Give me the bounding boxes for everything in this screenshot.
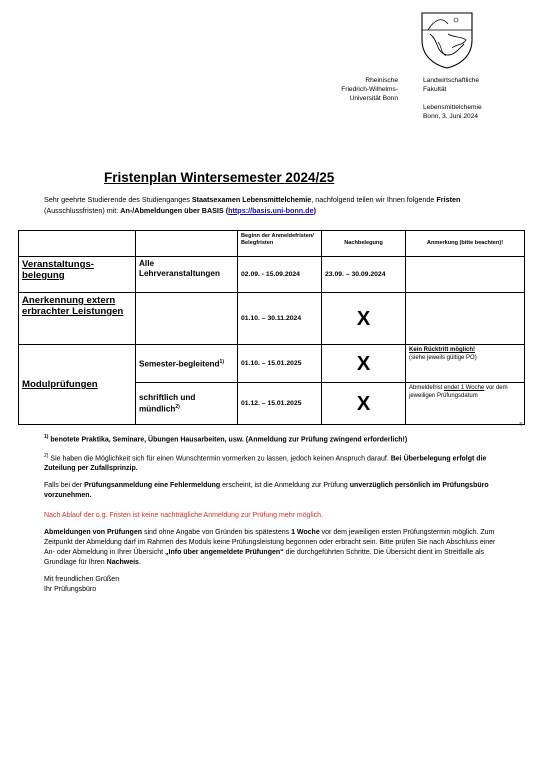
sub-semester-accompanying: Semester-begleitend$^{1)}$ — [136, 345, 238, 383]
closing: Mit freundlichen Grüßen Ihr Prüfungsbüro — [44, 576, 120, 593]
table-row — [19, 345, 525, 383]
table-row — [19, 293, 525, 345]
intro-paragraph: Sehr geehrte Studierende des Studienganges Staatsexamen Lebensmittelchemie, nachfolgend teilen wir Ihnen folgende Fristen (Ausschlussfristen) mit: An-/Abmeldungen über BASIS (https://basis.uni-bonn.de) — [44, 195, 461, 215]
basis-link[interactable]: https://basis.uni-bonn.de — [228, 205, 314, 215]
place-date: Bonn, 3. Juni 2024 — [423, 113, 478, 120]
deadline-cell: 01.10. – 30.11.2024 — [238, 293, 322, 345]
category-course-enrollment: Veranstaltungs-belegung — [19, 257, 136, 293]
header-notes: Anmerkung (bitte beachten)! — [406, 231, 525, 257]
sub-written-oral: schriftlich und mündlich$^{2)}$ — [136, 383, 238, 425]
deadline-cell: 01.12. – 15.01.2025 — [238, 383, 322, 425]
table-row — [19, 257, 525, 293]
footnote-1: $^{1)}$ benotete Praktika, Seminare, Übungen Hausarbeiten, usw. (Anmeldung zur Prüfung zwingend erforderlich!) — [44, 434, 408, 444]
nrw-coat-of-arms-icon — [418, 10, 476, 70]
deadline-cell: 01.10. – 15.01.2025 — [238, 345, 322, 383]
late-not-possible-mark: X — [322, 345, 406, 383]
page-title: Fristenplan Wintersemester 2024/25 — [104, 170, 335, 185]
late-cell: 23.09. – 30.09.2024 — [322, 257, 406, 293]
deadline-cell: 02.09. - 15.09.2024 — [238, 257, 322, 293]
withdrawal-paragraph: Abmeldungen von Prüfungen sind ohne Angabe von Gründen bis spätestens 1 Woche vor dem jeweiligen ersten Prüfungstermin möglich. Zum Zeitpunkt der Abmeldung darf im Rahmen des Moduls keine Prüfungsleistung begonnen oder erbracht sein. Bitte prüfen Sie nach Abschluss einer An- oder Abmeldung in Ihrer Übersicht „Info über angemeldete Prüfungen“ die durchgeführten Schritte. Die Übersicht dient im Streitfalle als Grundlage für Ihren Nachweis. — [44, 529, 496, 566]
note-no-withdrawal: Kein Rücktritt möglich! (siehe jeweils gültige PO) — [406, 345, 525, 383]
department-name: Lebensmittelchemie — [423, 104, 482, 111]
late-registration-warning: Nach Ablauf der o.g. Fristen ist keine nachträgliche Anmeldung zur Prüfung mehr möglich. — [44, 512, 323, 519]
footnote-2: $^{2)}$ Sie haben die Möglichkeit sich für einen Wunschtermin vormerken zu lassen, jedoch keinen Anspruch darauf. Bei Überbelegung erfolgt die Zuteilung per Zufallsprinzip. — [44, 453, 487, 473]
late-not-possible-mark: X — [322, 293, 406, 345]
error-note: Falls bei der Prüfungsanmeldung eine Fehlermeldung erscheint, ist die Anmeldung zur Prüfung unverzüglich persönlich im Prüfungsbüro vorzunehmen. — [44, 482, 489, 499]
sub-all-courses: Alle Lehrveranstaltungen — [136, 257, 238, 293]
tick-mark: ® — [519, 422, 523, 428]
category-module-exams: Modulprüfungen — [19, 345, 136, 425]
late-not-possible-mark: X — [322, 383, 406, 425]
category-external-credits: Anerkennung extern erbrachter Leistungen — [19, 293, 136, 345]
deadline-table — [18, 230, 525, 425]
header-deadlines: Beginn der Anmeldefristen/ Belegfristen — [238, 231, 322, 257]
university-name: Rheinische Friedrich-Wilhelms- Universität Bonn — [341, 77, 398, 102]
note-withdrawal-deadline: Abmeldefrist endet 1 Woche vor dem jeweiligen Prüfungsdatum — [406, 383, 525, 425]
table-header-row — [19, 231, 525, 257]
header-late: Nachbelegung — [322, 231, 406, 257]
faculty-block: Landwirtschaftliche Fakultät Lebensmittelchemie Bonn, 3. Juni 2024 — [423, 76, 538, 121]
